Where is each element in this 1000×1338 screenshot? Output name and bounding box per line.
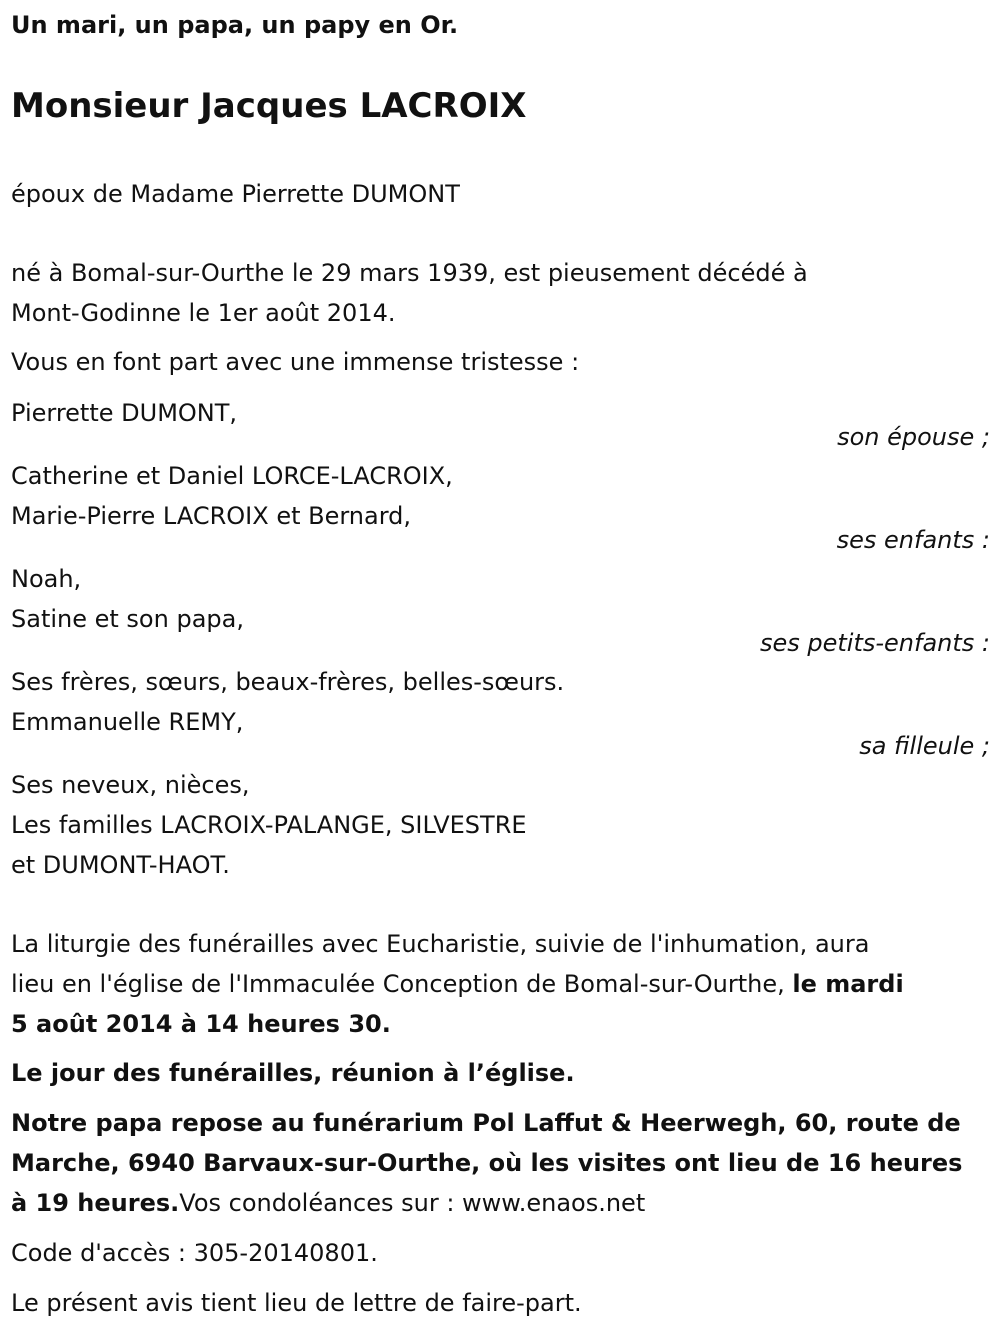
child-line-1: Catherine et Daniel LORCE-LACROIX, [11, 462, 453, 490]
meeting-line: Le jour des funérailles, réunion à l’église. [11, 1059, 575, 1087]
tagline: Un mari, un papa, un papy en Or. [11, 11, 459, 39]
liturgy-date-end: 5 août 2014 à 14 heures 30. [11, 1010, 391, 1038]
child-line-2: Marie-Pierre LACROIX et Bernard, [11, 502, 412, 530]
rest-line-1: Notre papa repose au funérarium Pol Laffut & Heerwegh, 60, route de [11, 1109, 961, 1137]
liturgy-line-2 [11, 968, 904, 1000]
condolences-text: Vos condoléances sur : www.enaos.net [179, 1189, 646, 1217]
birth-death-line-1: né à Bomal-sur-Ourthe le 29 mars 1939, est pieusement décédé à [11, 259, 808, 287]
visit-hours-end: à 19 heures. [11, 1189, 180, 1217]
siblings-line: Ses frères, sœurs, beaux-frères, belles-sœurs. [11, 668, 565, 696]
rest-line-3 [11, 1187, 645, 1219]
announcement-line: Vous en font part avec une immense tristesse : [11, 348, 580, 376]
families-line-1: Les familles LACROIX-PALANGE, SILVESTRE [11, 811, 527, 839]
grandchild-line-1: Noah, [11, 565, 82, 593]
rest-line-2: Marche, 6940 Barvaux-sur-Ourthe, où les visites ont lieu de 16 heures [11, 1149, 963, 1177]
birth-death-line-2: Mont-Godinne le 1er août 2014. [11, 299, 396, 327]
spouse-line: époux de Madame Pierrette DUMONT [11, 180, 460, 208]
closing-line: Le présent avis tient lieu de lettre de faire-part. [11, 1289, 582, 1317]
children-role: ses enfants : [836, 526, 990, 554]
goddaughter-role: sa filleule ; [859, 732, 990, 760]
nephews-line: Ses neveux, nièces, [11, 771, 250, 799]
spouse-name: Pierrette DUMONT, [11, 399, 238, 427]
families-line-2: et DUMONT-HAOT. [11, 851, 230, 879]
liturgy-date-start: le mardi [792, 970, 904, 998]
spouse-role: son épouse ; [837, 423, 990, 451]
deceased-name: Monsieur Jacques LACROIX [11, 86, 527, 126]
liturgy-place: lieu en l'église de l'Immaculée Conception de Bomal-sur-Ourthe, [11, 970, 785, 998]
grandchild-line-2: Satine et son papa, [11, 605, 244, 633]
grandchildren-role: ses petits-enfants : [759, 629, 990, 657]
liturgy-line-1: La liturgie des funérailles avec Eucharistie, suivie de l'inhumation, aura [11, 930, 870, 958]
goddaughter-line: Emmanuelle REMY, [11, 708, 244, 736]
access-code: Code d'accès : 305-20140801. [11, 1239, 378, 1267]
